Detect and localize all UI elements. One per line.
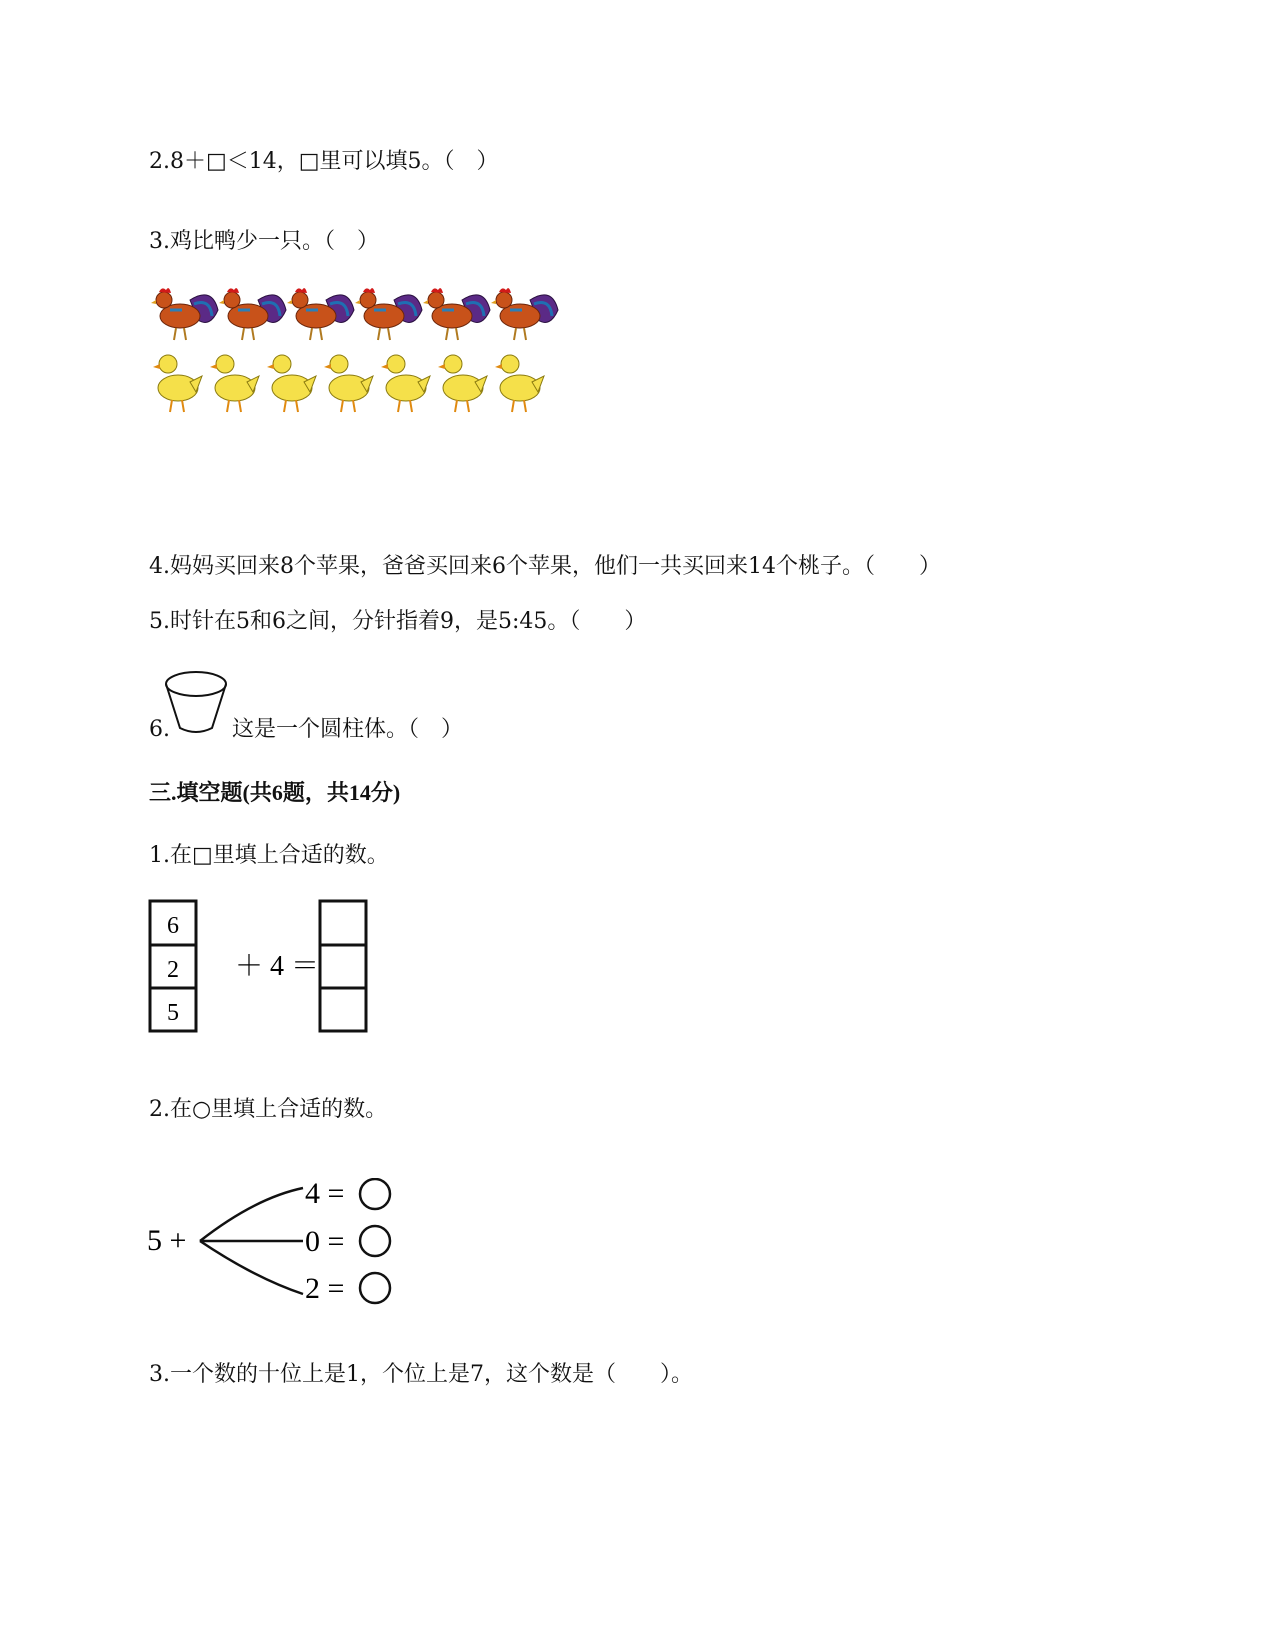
box-addition-figure — [145, 893, 380, 1043]
branch-3: 2 = — [305, 1272, 345, 1305]
duck-icon — [438, 355, 487, 412]
branch-base: 5 + — [147, 1224, 187, 1257]
duck-row — [153, 355, 544, 412]
answer-circle-2[interactable] — [360, 1226, 390, 1256]
duck-icon — [153, 355, 202, 412]
judge-question-6-number: 6. — [149, 717, 170, 742]
rooster-icon — [423, 288, 490, 340]
box-number-2: 2 — [167, 957, 179, 983]
rooster-row — [151, 288, 558, 340]
cup-icon — [163, 668, 229, 738]
rooster-icon — [219, 288, 286, 340]
fill-question-1: 1.在□里填上合适的数。 — [149, 843, 389, 868]
judge-question-6-text: 这是一个圆柱体。（ ） — [232, 717, 464, 742]
fill-section-heading: 三.填空题(共6题，共14分) — [149, 780, 401, 805]
answer-boxes[interactable] — [320, 901, 366, 1031]
duck-icon — [324, 355, 373, 412]
box-number-1: 6 — [167, 913, 179, 939]
answer-circle-1[interactable] — [360, 1179, 390, 1209]
rooster-icon — [491, 288, 558, 340]
fill-question-2: 2.在○里填上合适的数。 — [149, 1097, 388, 1122]
duck-icon — [267, 355, 316, 412]
branch-1: 4 = — [305, 1178, 345, 1210]
rooster-icon — [151, 288, 218, 340]
judge-question-4: 4.妈妈买回来8个苹果，爸爸买回来6个苹果，他们一共买回来14个桃子。（ ） — [149, 554, 941, 579]
addition-operator: ＋ 4 ＝ — [234, 951, 320, 982]
answer-circle-3[interactable] — [360, 1273, 390, 1303]
rooster-icon — [287, 288, 354, 340]
judge-question-2: 2.8＋□＜14，□里可以填5。（ ） — [149, 149, 499, 174]
rooster-icon — [355, 288, 422, 340]
duck-icon — [495, 355, 544, 412]
fill-question-3: 3.一个数的十位上是1，个位上是7，这个数是（ ）。 — [149, 1362, 693, 1387]
judge-question-3: 3.鸡比鸭少一只。（ ） — [149, 229, 379, 254]
branch-2: 0 = — [305, 1225, 345, 1258]
judge-question-5: 5.时针在5和6之间，分针指着9，是5:45。（ ） — [149, 609, 647, 634]
duck-icon — [210, 355, 259, 412]
box-number-3: 5 — [167, 1000, 179, 1026]
branch-addition-figure — [145, 1178, 405, 1308]
duck-icon — [381, 355, 430, 412]
rooster-duck-figure — [150, 280, 570, 425]
